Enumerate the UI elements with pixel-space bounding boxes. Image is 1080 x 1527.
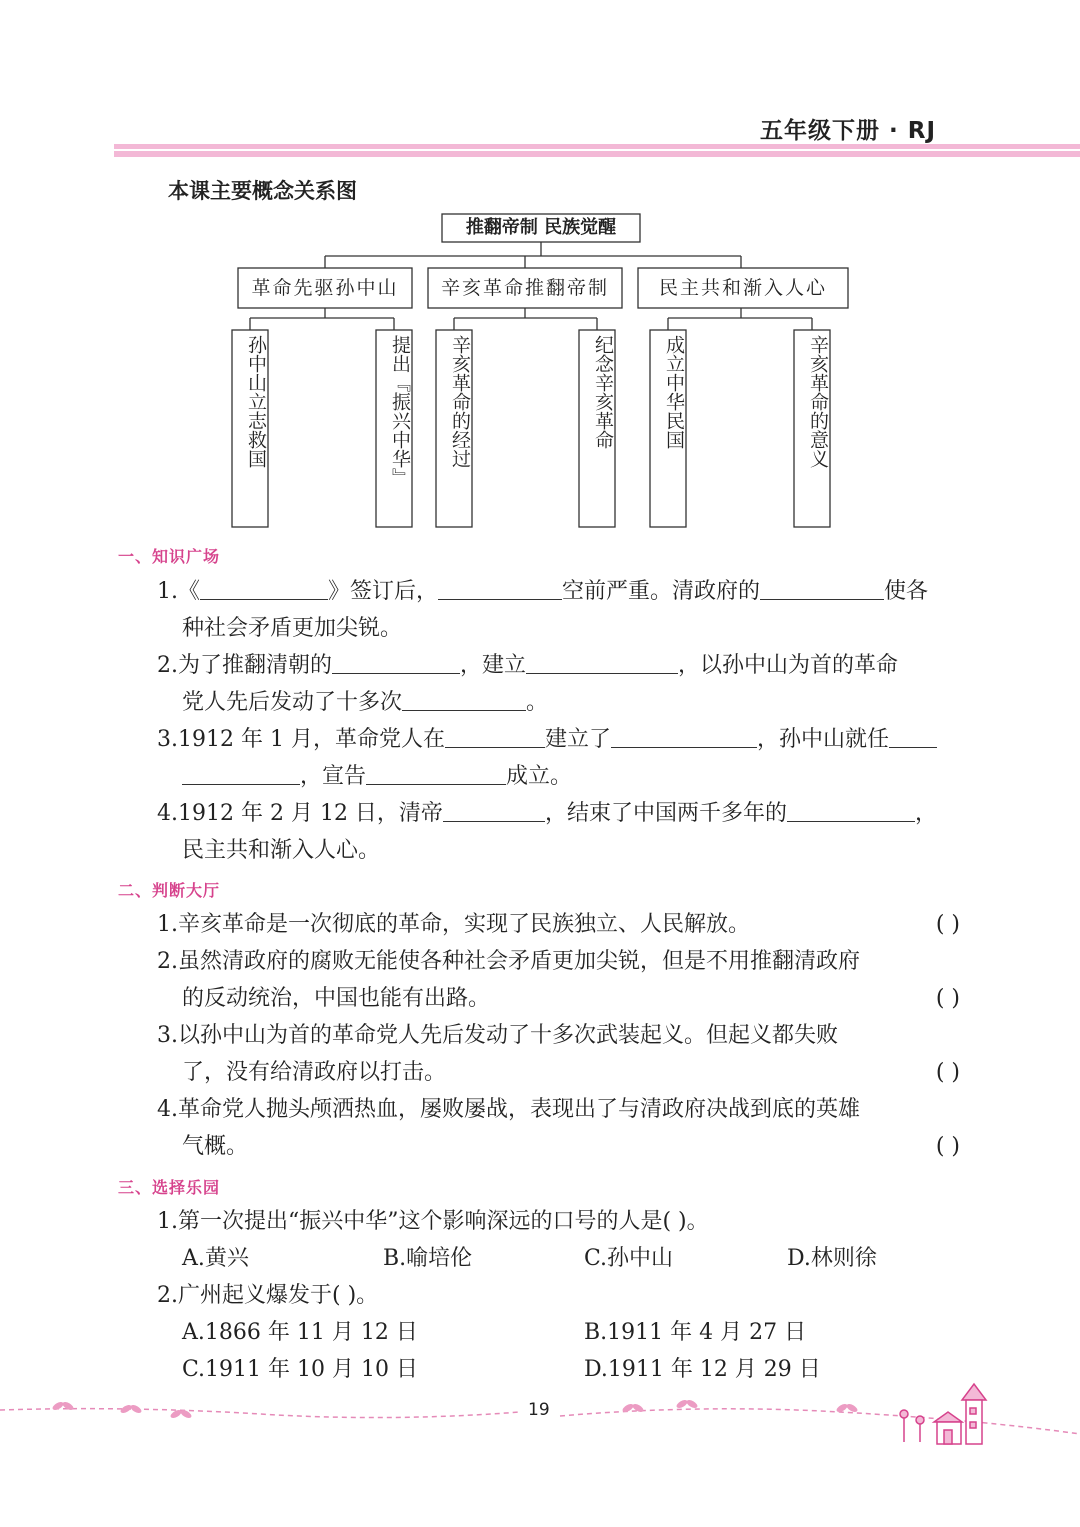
answer-blank[interactable]	[787, 797, 915, 822]
answer-blank[interactable]	[526, 649, 678, 674]
concept-branch-2: 辛亥革命推翻帝制	[440, 277, 609, 299]
answer-blank[interactable]	[760, 575, 884, 600]
judge-question-2-line-2: 的反动统治，中国也能有出路。	[182, 986, 491, 1011]
option-c[interactable]: C.1911 年 10 月 10 日	[182, 1357, 418, 1382]
choice-question-1: 1.第一次提出“振兴中华”这个影响深远的口号的人是( )。	[157, 1209, 709, 1234]
page-header-title: 五年级下册 · RJ	[760, 118, 937, 144]
answer-blank[interactable]	[889, 723, 937, 748]
concept-leaf-3: 辛亥革命的经过	[449, 335, 471, 468]
concept-leaf-1: 孙中山立志救国	[245, 335, 267, 468]
answer-blank[interactable]	[438, 575, 562, 600]
fill-question-2-line-1: 2.为了推翻清朝的 ，建立 ，以孙中山为首的革命	[157, 647, 898, 684]
page-number: 19	[528, 1400, 550, 1420]
option-d[interactable]: D.1911 年 12 月 29 日	[584, 1357, 821, 1382]
concept-leaf-5: 成立中华民国	[663, 335, 685, 449]
answer-paren[interactable]: ( )	[935, 912, 960, 937]
answer-blank[interactable]	[402, 686, 526, 711]
house-icon	[900, 1384, 986, 1444]
concept-leaf-4: 纪念辛亥革命	[592, 335, 614, 449]
concept-leaf-2: 提出『振兴中华』	[389, 335, 411, 487]
answer-paren[interactable]: ( )	[935, 1134, 960, 1159]
concept-branch-3: 民主共和渐入人心	[658, 277, 827, 299]
judge-question-2-line-1: 2.虽然清政府的腐败无能使各种社会矛盾更加尖锐，但是不用推翻清政府	[157, 949, 860, 974]
option-d[interactable]: D.林则徐	[787, 1246, 877, 1271]
answer-blank[interactable]	[200, 575, 328, 600]
judge-question-3-line-2: 了，没有给清政府以打击。	[182, 1060, 447, 1085]
fill-question-3-line-1: 3.1912 年 1 月，革命党人在 建立了 ，孙中山就任	[157, 721, 937, 758]
dashed-vine	[560, 1409, 1080, 1434]
option-b[interactable]: B.喻培伦	[383, 1246, 473, 1271]
answer-blank[interactable]	[611, 723, 757, 748]
answer-paren[interactable]: ( )	[935, 986, 960, 1011]
fill-question-3-line-2: ，宣告 成立。	[182, 758, 572, 795]
fill-question-4-line-1: 4.1912 年 2 月 12 日，清帝 ，结束了中国两千多年的 ，	[157, 795, 937, 832]
concept-root: 推翻帝制 民族觉醒	[465, 217, 617, 238]
leaf-icon	[51, 1398, 858, 1419]
option-a[interactable]: A.黄兴	[182, 1246, 249, 1271]
concept-branch-1: 革命先驱孙中山	[251, 277, 399, 299]
judge-question-4-line-2: 气概。	[182, 1134, 249, 1159]
section-title-choice: 三、选择乐园	[118, 1178, 221, 1197]
judge-question-1: 1.辛亥革命是一次彻底的革命，实现了民族独立、人民解放。	[157, 912, 750, 937]
answer-paren[interactable]: ( )	[935, 1060, 960, 1085]
option-c[interactable]: C.孙中山	[584, 1246, 674, 1271]
fill-question-2-line-2: 党人先后发动了十多次 。	[182, 684, 548, 721]
option-b[interactable]: B.1911 年 4 月 27 日	[584, 1320, 807, 1345]
fill-question-4-line-2: 民主共和渐入人心。	[182, 838, 381, 863]
judge-question-4-line-1: 4.革命党人抛头颅洒热血，屡败屡战，表现出了与清政府决战到底的英雄	[157, 1097, 860, 1122]
section-title-judgment: 二、判断大厅	[118, 881, 221, 900]
choice-question-2: 2.广州起义爆发于( )。	[157, 1283, 379, 1308]
section-title-knowledge: 一、知识广场	[118, 547, 221, 566]
concept-map-heading: 本课主要概念关系图	[168, 179, 357, 203]
answer-blank[interactable]	[182, 760, 300, 785]
fill-question-1-line-2: 种社会矛盾更加尖锐。	[182, 616, 403, 641]
answer-blank[interactable]	[443, 797, 545, 822]
option-a[interactable]: A.1866 年 11 月 12 日	[182, 1320, 418, 1345]
fill-question-1-line-1: 1.《 》签订后， 空前严重。清政府的 使各	[157, 573, 928, 610]
concept-leaf-6: 辛亥革命的意义	[807, 335, 829, 468]
dashed-vine	[0, 1409, 520, 1418]
answer-blank[interactable]	[332, 649, 460, 674]
answer-blank[interactable]	[445, 723, 545, 748]
answer-blank[interactable]	[366, 760, 506, 785]
judge-question-3-line-1: 3.以孙中山为首的革命党人先后发动了十多次武装起义。但起义都失败	[157, 1023, 838, 1048]
